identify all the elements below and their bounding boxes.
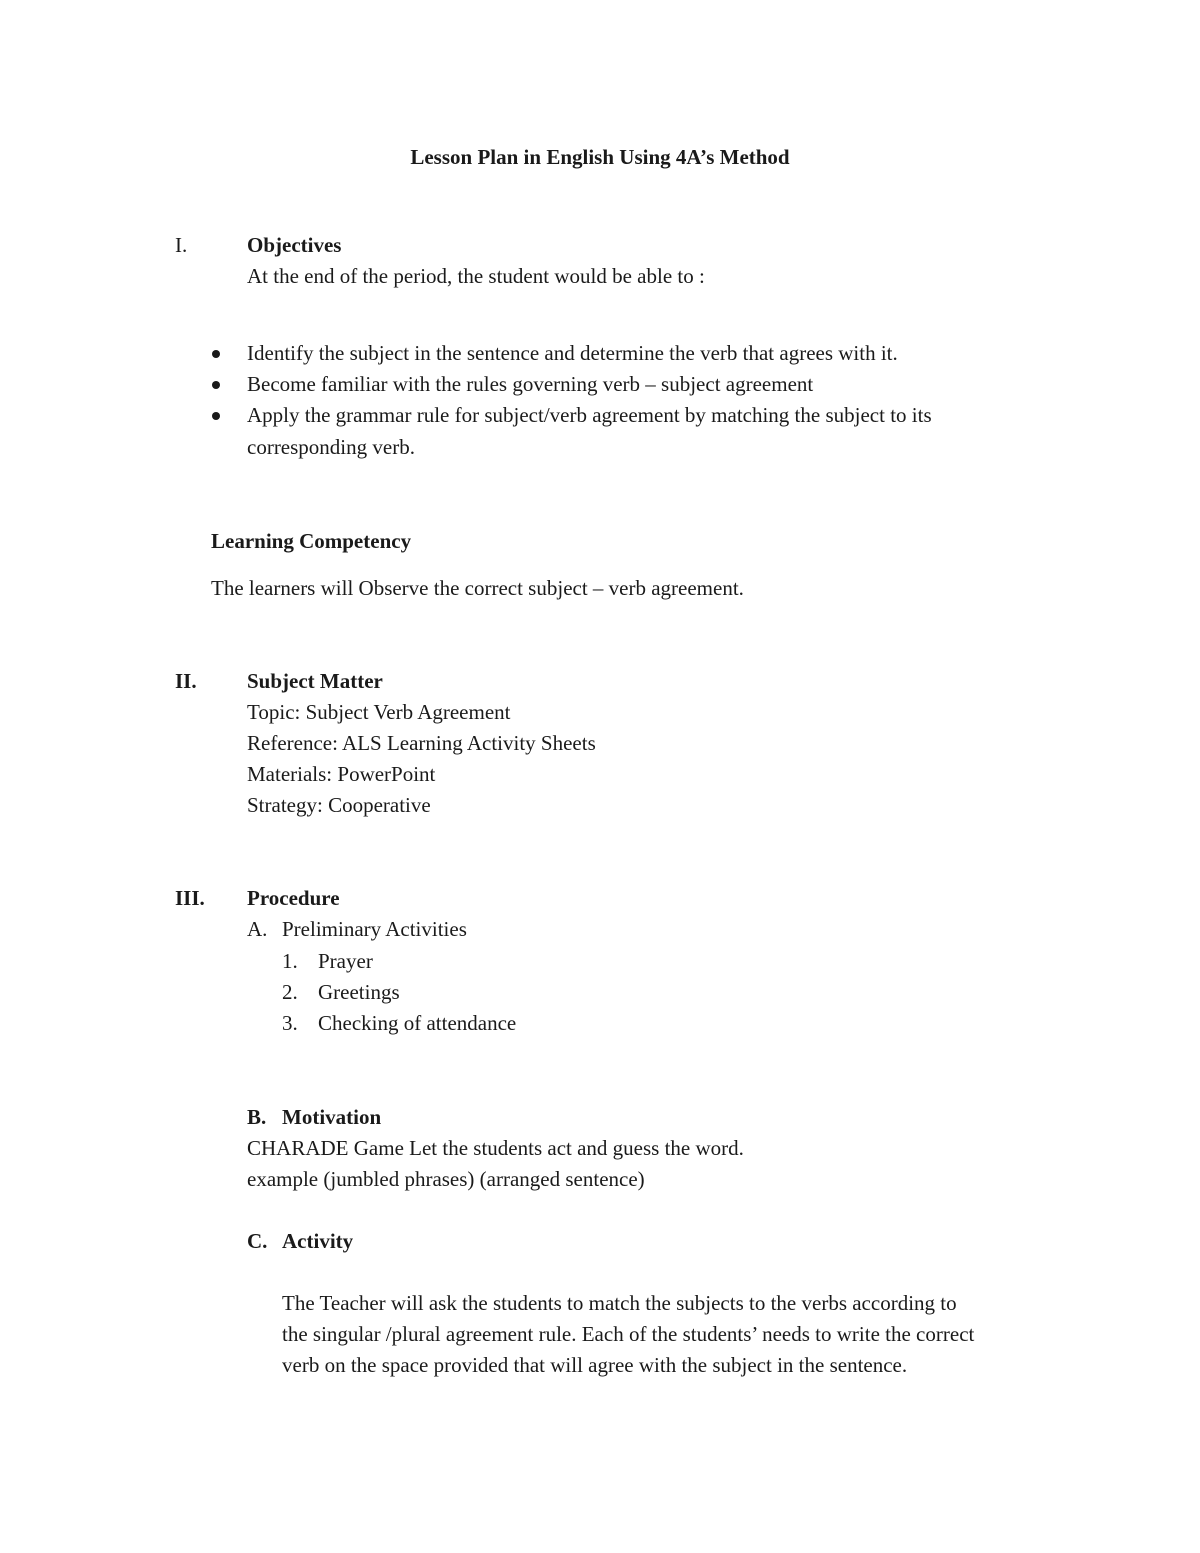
activity-label: C. xyxy=(247,1229,268,1253)
objective-bullet: Identify the subject in the sentence and determine the verb that agrees with it. xyxy=(247,341,898,365)
subject-matter-strategy: Strategy: Cooperative xyxy=(247,793,431,817)
motivation-heading: Motivation xyxy=(282,1105,382,1129)
objectives-heading: Objectives xyxy=(247,233,342,257)
subject-matter-heading: Subject Matter xyxy=(247,669,383,693)
objective-bullet: Apply the grammar rule for subject/verb agreement by matching the subject to its xyxy=(247,403,932,427)
motivation-line: example (jumbled phrases) (arranged sentence) xyxy=(247,1167,645,1191)
bullet-icon xyxy=(212,350,220,358)
activity-heading: Activity xyxy=(282,1229,354,1253)
objectives-intro: At the end of the period, the student would be able to : xyxy=(247,264,705,288)
procedure-heading: Procedure xyxy=(247,886,340,910)
motivation-label: B. xyxy=(247,1105,267,1129)
subject-matter-topic: Topic: Subject Verb Agreement xyxy=(247,700,511,724)
step-text: Checking of attendance xyxy=(318,1011,517,1035)
procedure-numeral: III. xyxy=(175,886,205,910)
step-number: 1. xyxy=(282,949,298,973)
step-text: Prayer xyxy=(318,949,373,973)
activity-line: the singular /plural agreement rule. Each of the students’ needs to write the correct xyxy=(282,1322,975,1346)
motivation-line: CHARADE Game Let the students act and guess the word. xyxy=(247,1136,744,1160)
objective-bullet-continuation: corresponding verb. xyxy=(247,435,415,459)
step-number: 2. xyxy=(282,980,298,1004)
procedure-a-text: Preliminary Activities xyxy=(282,917,467,941)
objective-bullet: Become familiar with the rules governing verb – subject agreement xyxy=(247,372,814,396)
bullet-icon xyxy=(212,412,220,420)
subject-matter-numeral: II. xyxy=(175,669,197,693)
learning-competency-text: The learners will Observe the correct subject – verb agreement. xyxy=(211,576,744,600)
procedure-a-label: A. xyxy=(247,917,268,941)
subject-matter-reference: Reference: ALS Learning Activity Sheets xyxy=(247,731,596,755)
step-number: 3. xyxy=(282,1011,298,1035)
bullet-icon xyxy=(212,381,220,389)
document-title: Lesson Plan in English Using 4A’s Method xyxy=(410,145,790,169)
objectives-numeral: I. xyxy=(175,233,188,257)
learning-competency-heading: Learning Competency xyxy=(211,529,412,553)
activity-line: The Teacher will ask the students to match the subjects to the verbs according to xyxy=(282,1291,957,1315)
subject-matter-materials: Materials: PowerPoint xyxy=(247,762,436,786)
activity-line: verb on the space provided that will agree with the subject in the sentence. xyxy=(282,1353,908,1377)
step-text: Greetings xyxy=(318,980,400,1004)
